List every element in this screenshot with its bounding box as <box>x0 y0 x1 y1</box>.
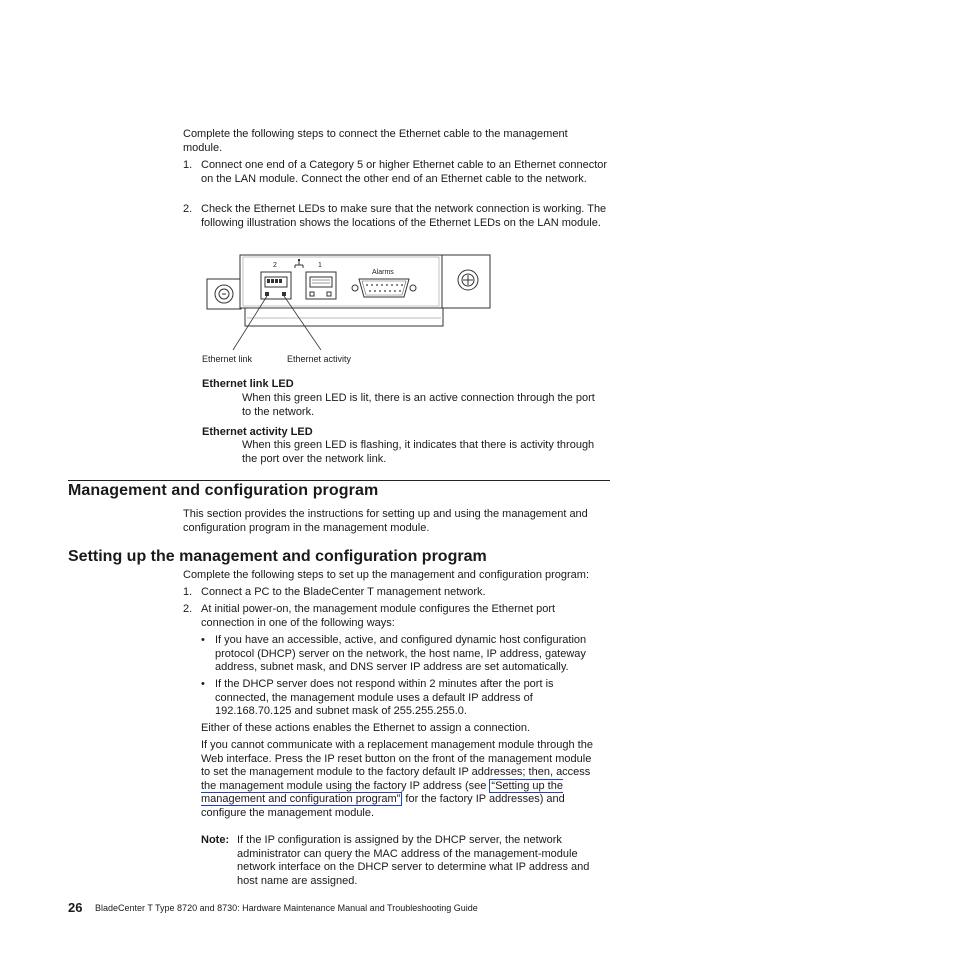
note-text: If the IP configuration is assigned by the DHCP server, the network administrator can query the MAC address of the management-module network interface on the DHCP server to determine what IP address and host name are assigned. <box>237 834 590 887</box>
step-text: At initial power-on, the management module configures the Ethernet port connection in one of the following ways: <box>201 603 556 629</box>
footer-title: BladeCenter T Type 8720 and 8730: Hardware Maintenance Manual and Troubleshooting Guide <box>95 903 478 913</box>
def-term: Ethernet link LED <box>202 378 294 390</box>
bullet-icon: • <box>201 678 205 690</box>
module-rail <box>245 308 443 326</box>
cannot-text-post: for the factory IP addresses) and configure the management module. <box>201 793 565 819</box>
ethernet-activity-label: Ethernet activity <box>287 354 352 364</box>
ethernet-link-led <box>265 292 269 296</box>
step-item <box>183 603 608 630</box>
def-term: Ethernet activity LED <box>202 426 313 438</box>
either-paragraph: Either of these actions enables the Ethernet to assign a connection. <box>201 722 530 734</box>
step-number: 1. <box>183 159 193 171</box>
step-text: Connect one end of a Category 5 or higher Ethernet cable to an Ethernet connector on the LAN module. Connect the other end of an Ethernet cable to the network. <box>201 159 608 185</box>
ethernet-link-label: Ethernet link <box>202 354 253 364</box>
def-desc: When this green LED is lit, there is an active connection through the port to the network. <box>242 392 595 418</box>
section-rule <box>68 480 610 481</box>
bullet-item <box>201 678 586 719</box>
bullet-item <box>201 634 611 675</box>
step-item <box>183 586 608 600</box>
cannot-text-pre: If you cannot communicate with a replacement management module through the Web interface. Press the IP reset button on the front of the management module to set the management module to the factory default IP addresses; then, access the management module using the factory IP address (see <box>201 739 593 792</box>
ethernet-activity-led <box>282 292 286 296</box>
subsection-heading: Setting up the management and configuration program <box>68 548 487 565</box>
cannot-paragraph <box>201 739 596 821</box>
alarms-label: Alarms <box>372 269 394 276</box>
step-item <box>183 159 608 186</box>
section-heading: Management and configuration program <box>68 482 379 499</box>
step-text: Check the Ethernet LEDs to make sure that the network connection is working. The following illustration shows the locations of the Ethernet LEDs on the LAN module. <box>201 203 607 229</box>
bullet-text: If the DHCP server does not respond within 2 minutes after the port is connected, the management module uses a default IP address of 192.168.70.125 and subnet mask of 255.255.255.0. <box>215 678 554 718</box>
step-item <box>183 203 608 230</box>
cross-reference-link[interactable]: “Setting up the management and configuration program” <box>201 779 563 806</box>
def-desc: When this green LED is flashing, it indicates that there is activity through the port over the network link. <box>242 439 595 465</box>
note-block <box>201 834 611 888</box>
step-number: 2. <box>183 603 193 615</box>
intro-paragraph: Complete the following steps to connect the Ethernet cable to the management module. <box>183 128 568 154</box>
bullet-text: If you have an accessible, active, and configured dynamic host configuration protocol (DHCP) server on the network, the host name, IP address, gateway address, subnet mask, and DNS server IP address are set automatically. <box>215 634 587 674</box>
bullet-icon: • <box>201 634 205 646</box>
port-2-label: 2 <box>273 262 277 269</box>
step-text: Connect a PC to the BladeCenter T management network. <box>201 586 486 598</box>
step-number: 1. <box>183 586 193 598</box>
subsection-intro: Complete the following steps to set up the management and configuration program: <box>183 569 590 581</box>
page-number: 26 <box>68 900 83 915</box>
step-number: 2. <box>183 203 193 215</box>
note-label: Note: <box>201 834 230 846</box>
port-1-label: 1 <box>318 262 322 269</box>
lan-module-illustration <box>195 248 505 370</box>
section-body: This section provides the instructions for setting up and using the management and configuration program in the management module. <box>183 508 588 534</box>
